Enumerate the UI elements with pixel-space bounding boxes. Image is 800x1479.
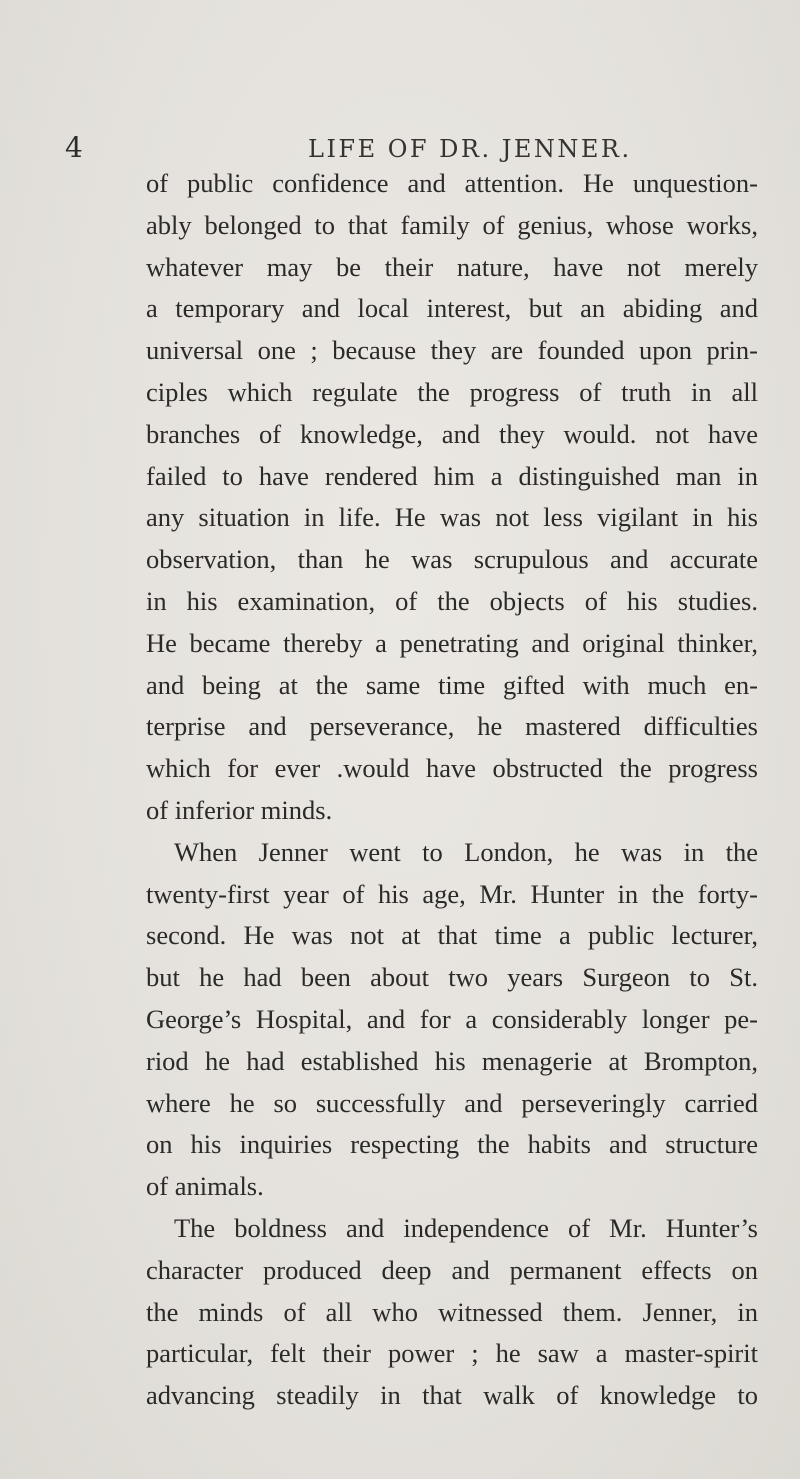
text-line: on his inquiries respecting the habits and structure — [146, 1129, 758, 1160]
text-line: particular, felt their power ; he saw a master-spirit — [146, 1338, 758, 1369]
text-line: terprise and perseverance, he mastered difficulties — [146, 711, 758, 742]
paragraph-start-line: The boldness and independence of Mr. Hunter’s — [174, 1212, 758, 1243]
text-line: whatever may be their nature, have not merely — [146, 251, 758, 282]
text-line: ciples which regulate the progress of truth in all — [146, 376, 758, 407]
text-line: advancing steadily in that walk of knowledge to — [146, 1380, 758, 1411]
paragraph-end-line: of inferior minds. — [146, 794, 333, 825]
text-line: where he so successfully and perseveringly carried — [146, 1087, 758, 1118]
text-line: which for ever .would have obstructed the progress — [146, 753, 758, 784]
text-line: observation, than he was scrupulous and accurate — [146, 544, 758, 575]
text-line: but he had been about two years Surgeon to St. — [146, 962, 758, 993]
text-line: He became thereby a penetrating and original thinker, — [146, 627, 758, 658]
paragraph-start-line: When Jenner went to London, he was in the — [174, 836, 758, 867]
text-line: universal one ; because they are founded upon prin- — [146, 335, 758, 366]
text-line: second. He was not at that time a public lecturer, — [146, 920, 758, 951]
text-line: of public confidence and attention. He unquestion- — [146, 168, 758, 198]
text-line: failed to have rendered him a distinguished man in — [146, 460, 758, 491]
text-line: and being at the same time gifted with much en- — [146, 669, 758, 700]
text-line: branches of knowledge, and they would. not have — [146, 418, 758, 449]
text-line: ably belonged to that family of genius, whose works, — [146, 209, 758, 240]
text-line: a temporary and local interest, but an abiding and — [146, 293, 758, 324]
text-line: any situation in life. He was not less vigilant in his — [146, 502, 758, 533]
text-line: the minds of all who witnessed them. Jenner, in — [146, 1296, 758, 1327]
text-line: twenty-first year of his age, Mr. Hunter in the forty- — [146, 878, 758, 909]
body-text — [146, 163, 758, 1417]
text-line: character produced deep and permanent effects on — [146, 1254, 758, 1285]
page-number: 4 — [65, 131, 83, 164]
text-line: George’s Hospital, and for a considerably longer pe- — [146, 1003, 758, 1034]
text-line: riod he had established his menagerie at Brompton, — [146, 1045, 758, 1076]
paragraph-end-line: of animals. — [146, 1171, 264, 1202]
running-title: LIFE OF DR. JENNER. — [308, 135, 632, 163]
text-line: in his examination, of the objects of his studies. — [146, 585, 758, 616]
